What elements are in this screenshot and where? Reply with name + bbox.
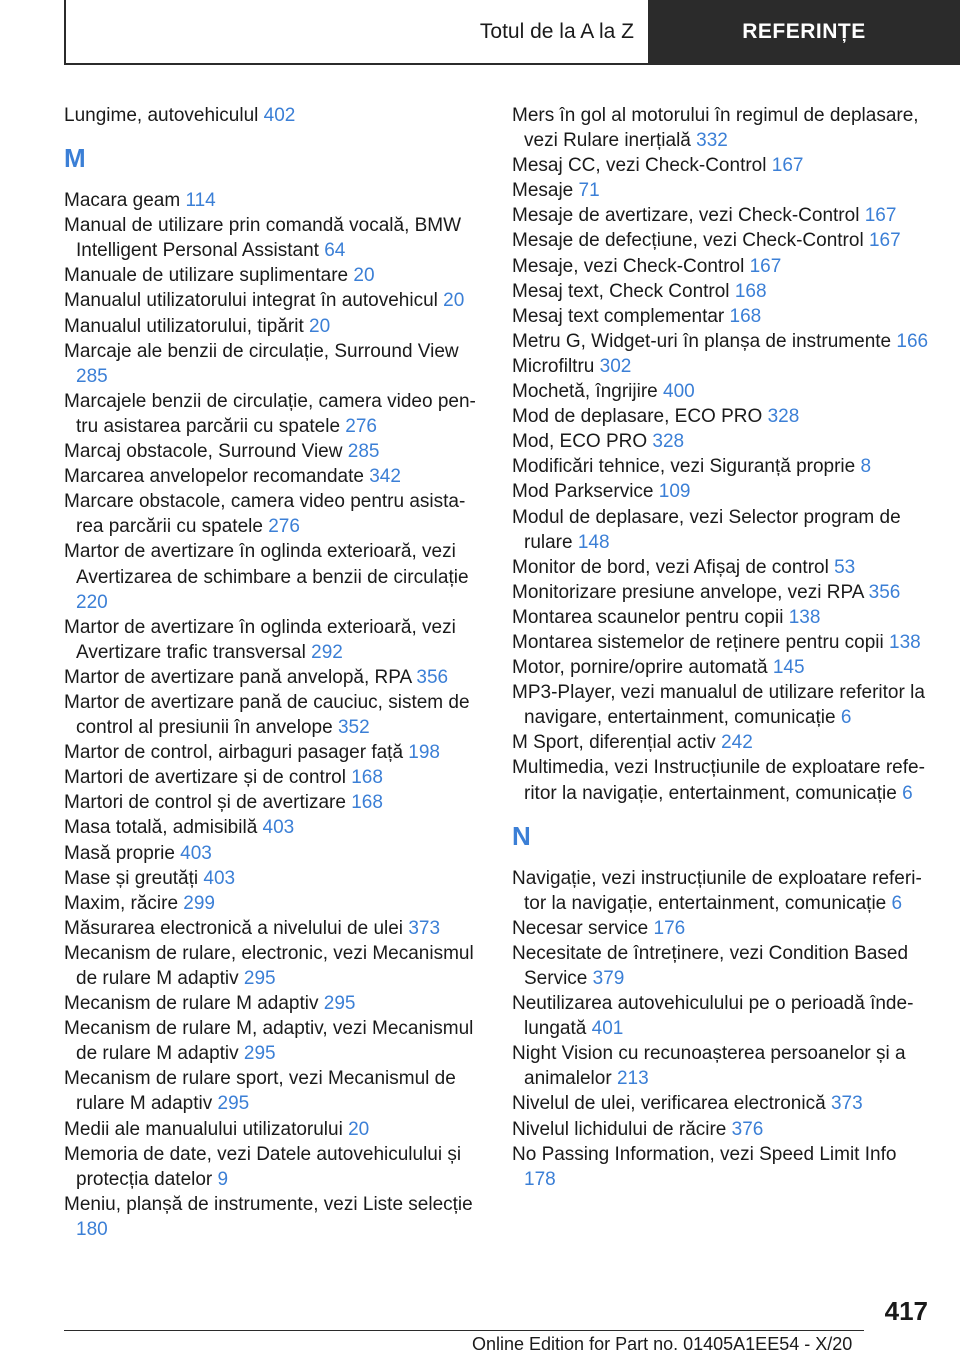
index-entry-text: Mecanism de rulare sport, vezi Mecanismul de rulare M adaptiv [64,1068,456,1115]
index-entry [64,439,484,464]
index-entry [512,605,932,630]
index-page-link[interactable]: 167 [749,255,782,277]
index-page-link[interactable]: 242 [721,732,753,754]
index-entry [512,279,932,304]
index-entry [512,304,932,329]
index-page-link[interactable]: 20 [309,315,331,337]
index-entry-text: Mecanism de rulare M adaptiv [64,993,324,1015]
index-entry [512,254,932,279]
index-entry [64,464,484,489]
index-entry [512,630,932,655]
index-page-link[interactable]: 167 [771,155,804,177]
index-entry-text: Microfiltru [512,355,600,377]
index-entry-text: M Sport, diferențial activ [512,732,722,754]
index-page-link[interactable]: 401 [591,1018,624,1040]
index-entry [512,203,932,228]
index-page-link[interactable]: 168 [729,305,762,327]
index-entry [64,1192,484,1242]
index-entry-text: No Passing Information, vezi Speed Limit Info [512,1143,897,1165]
index-page-link[interactable]: 178 [524,1168,556,1190]
index-entry [512,178,932,203]
index-page-link[interactable]: 403 [180,842,212,864]
index-entry-text: Marcaj obstacole, Surround View [64,441,348,463]
index-entry-text: Mod, ECO PRO [512,431,653,453]
index-entry [512,429,932,454]
index-entry-text: Night Vision cu recunoașterea persoanelor și a animalelor [512,1043,906,1090]
index-entry [64,916,484,941]
index-entry [64,1016,484,1066]
index-entry [512,655,932,680]
index-entry-text: Necesitate de întreținere, vezi Condition Based Service [512,942,909,989]
index-page-link[interactable]: 168 [351,792,383,814]
index-entry-text: Măsurarea electronică a nivelului de ulei [64,917,409,939]
index-page-link[interactable]: 373 [830,1093,863,1115]
index-entry [512,228,932,253]
index-entry-text: Martor de control, airbaguri pasager față [64,742,409,764]
index-entry-text: Metru G, Widget-uri în planșa de instrumente [512,330,897,352]
index-page-link[interactable]: 285 [76,365,108,387]
index-entry [512,866,932,916]
index-page-link[interactable]: 400 [663,381,695,403]
index-entry [512,555,932,580]
index-page-link[interactable]: 295 [323,993,356,1015]
index-page-link[interactable]: 295 [243,968,276,989]
index-page-link[interactable]: 373 [408,917,441,939]
index-page-link[interactable]: 276 [268,516,300,538]
index-page-link[interactable]: 180 [76,1218,108,1240]
index-page-link[interactable]: 9 [217,1168,229,1190]
index-entry-text: MP3-Player, vezi manualul de utilizare referitor la navigare, entertainment, comunicație [512,682,925,729]
index-entry-text: Marcare obstacole, camera video pentru asistarea parcării cu spatele [64,491,466,538]
index-entry [64,815,484,840]
index-entry-text: Macara geam [64,190,186,212]
index-page-link[interactable]: 295 [243,1043,276,1065]
index-entry-text: Marcaje ale benzii de circulație, Surround View [64,340,459,362]
index-entry-text: Montarea scaunelor pentru copii [512,606,789,628]
index-entry [512,730,932,755]
index-page-link[interactable]: 176 [653,917,686,939]
index-page-link[interactable]: 342 [369,466,401,488]
index-entry [64,188,484,213]
index-entry-text: Mesaj text, Check Control [512,280,735,302]
index-column-left [64,103,484,1242]
index-entry-text: Mesaje de avertizare, vezi Check-Control [512,205,865,227]
index-entry [64,389,484,439]
index-entry [64,339,484,389]
index-entry [512,941,932,991]
index-page-link[interactable]: 332 [696,130,728,152]
index-entry [512,379,932,404]
index-entry [64,213,484,263]
index-entry-text: Mesaje, vezi Check-Control [512,255,750,277]
index-entry [512,991,932,1041]
index-entry-text: Neutilizarea autovehiculului pe o perioadă îndelungată [512,993,914,1040]
index-page-link[interactable]: 328 [652,431,685,453]
index-entry-text: Motor, pornire/oprire automată [512,657,773,679]
index-entry [512,454,932,479]
index-page-link[interactable]: 6 [902,782,913,804]
index-page-link[interactable]: 220 [76,591,108,613]
index-page-link[interactable]: 352 [337,717,370,739]
header-section-title: Totul de la A la Z [479,19,634,43]
index-entry [512,1091,932,1116]
index-entry-text: Martor de avertizare pană anvelopă, RPA [64,666,417,688]
index-page-link[interactable]: 168 [734,280,767,302]
index-entry-text: Mecanism de rulare, electronic, vezi Mecanismul de rulare M adaptiv [64,942,474,989]
index-entry-text: Mecanism de rulare M, adaptiv, vezi Mecanismul de rulare M adaptiv [64,1018,474,1065]
index-entry [512,479,932,504]
index-page-link[interactable]: 402 [263,105,296,126]
index-page-link[interactable]: 213 [616,1068,649,1090]
index-page-link[interactable]: 64 [324,240,346,262]
index-entry [512,103,932,153]
index-page-link[interactable]: 20 [348,1118,370,1140]
index-entry-text: Martor de avertizare pană de cauciuc, sistem de control al presiunii în anvelope [64,691,470,739]
index-entry-text: Manualul utilizatorului, tipărit [64,315,310,337]
index-entry-text: Marcarea anvelopelor recomandate [64,466,370,488]
footer-edition [472,1334,852,1355]
index-entry [64,539,484,614]
index-page-link[interactable]: 376 [731,1118,764,1140]
index-entry-text: Modul de deplasare, vezi Selector program de rulare [512,506,901,553]
index-entry [64,740,484,765]
header-chapter-tab: REFERINȚE [648,0,960,63]
index-page-link[interactable]: 302 [599,355,632,377]
index-entry-text: Mesaj CC, vezi Check-Control [512,155,772,177]
index-letter-heading: N [512,820,531,851]
index-entry-text: Mod Parkservice [512,481,659,503]
index-page-link[interactable]: 138 [889,631,921,653]
index-page-link[interactable]: 356 [416,666,449,688]
index-entry-text: Martori de control și de avertizare [64,792,352,814]
index-entry [64,1066,484,1116]
index-entry-text: Mers în gol al motorului în regimul de deplasare, vezi Rulare inerțială [512,105,919,152]
index-page-link[interactable]: 167 [868,230,901,252]
index-entry [512,755,932,805]
index-entry [512,153,932,178]
index-entry-text: Martor de avertizare în oglinda exterioară, vezi Avertizare trafic transversal [64,616,456,663]
index-entry-text: Lungime, autovehiculul [64,105,264,126]
index-entry [64,103,484,128]
index-entry-text: Medii ale manualului utilizatorului [64,1118,349,1140]
index-entry-text: Navigație, vezi instrucțiunile de exploatare referitor la navigație, entertainment, comunicație [512,867,922,914]
index-entry-text: Manual de utilizare prin comandă vocală, BMW Intelligent Personal Assistant [64,215,462,262]
index-page-link[interactable]: 285 [347,441,380,463]
index-entry-text: Multimedia, vezi Instrucțiunile de exploatare referitor la navigație, entertainment, comunicație [512,757,925,804]
index-page-link[interactable]: 6 [891,892,903,914]
index-entry-text: Mase și greutăți [64,867,204,889]
index-page-link[interactable]: 166 [896,330,929,352]
index-page-link[interactable]: 71 [578,180,600,202]
index-page-link[interactable]: 8 [860,456,872,478]
index-entry [512,404,932,429]
index-entry-text: Memoria de date, vezi Datele autovehiculului și protecția datelor [64,1143,462,1190]
index-page-link[interactable]: 138 [788,606,821,628]
index-page-link[interactable]: 295 [217,1093,250,1115]
index-entry-text: Modificări tehnice, vezi Siguranță proprie [512,456,861,478]
index-entry-text: Necesar service [512,917,654,939]
index-page-link[interactable]: 198 [408,742,440,764]
index-entry-text: Montarea sistemelor de reținere pentru copii [512,631,890,653]
index-entry [512,680,932,730]
index-entry [64,991,484,1016]
index-entry [64,765,484,790]
index-entry [512,916,932,941]
index-page-link[interactable]: 276 [345,415,377,437]
index-entry [512,580,932,605]
index-entry-text: Masa totală, admisibilă [64,817,263,839]
index-entry [512,354,932,379]
index-entry [64,941,484,991]
index-entry [64,866,484,891]
index-entry-text: Nivelul de ulei, verificarea electronică [512,1093,831,1115]
index-letter-heading: M [64,143,86,174]
index-entry-text: Monitor de bord, vezi Afișaj de control [512,556,835,578]
index-page-link[interactable]: 403 [262,817,295,839]
footer-edition-text: Online Edition for Part no. 01405A1EE54 - X/20 [472,1334,853,1354]
index-entry [512,1117,932,1142]
index-page-link[interactable]: 328 [767,406,800,428]
index-entry-text: Mochetă, îngrijire [512,381,664,403]
index-entry-text: Mesaje [512,180,579,202]
index-page-link[interactable]: 114 [185,190,216,212]
index-entry-text: Mesaj text complementar [512,305,730,327]
index-entry-text: Marcajele benzii de circulație, camera video pentru asistarea parcării cu spatele [64,390,476,437]
index-page-link[interactable]: 6 [840,707,852,729]
index-entry [512,505,932,555]
index-page-link[interactable]: 20 [443,290,465,312]
index-entry [64,790,484,815]
index-entry [64,314,484,339]
index-entry [64,489,484,539]
index-page-link[interactable]: 20 [353,265,375,287]
index-entry-text: Monitorizare presiune anvelope, vezi RPA [512,581,869,603]
index-page-link[interactable]: 109 [658,481,691,503]
index-entry-text: Meniu, planșă de instrumente, vezi Liste selecție [64,1193,473,1215]
index-entry-text: Maxim, răcire [64,892,184,914]
index-page-link[interactable]: 299 [183,892,215,914]
index-column-right [512,103,932,1192]
page-number: 417 [884,1296,928,1326]
index-page-link[interactable]: 53 [834,556,856,578]
index-page-link[interactable]: 292 [311,641,343,663]
index-page-link[interactable]: 379 [592,968,625,989]
index-entry-text: Mod de deplasare, ECO PRO [512,406,768,428]
index-page-link[interactable]: 356 [868,581,901,603]
index-entry [64,615,484,665]
index-entry-text: Manualul utilizatorului integrat în autovehicul [64,290,444,312]
index-entry-text: Martor de avertizare în oglinda exterioară, vezi Avertizarea de schimbare a benzii de circulație [64,541,469,588]
index-entry-text: Martori de avertizare și de control [64,767,352,789]
index-entry [64,841,484,866]
index-entry [512,1142,932,1192]
index-entry [64,288,484,313]
index-entry-text: Manuale de utilizare suplimentare [64,265,354,287]
index-entry [64,263,484,288]
index-entry-text: Mesaje de defecțiune, vezi Check-Control [512,230,869,252]
footer-rule [64,1330,864,1331]
index-entry [64,1117,484,1142]
index-entry [512,1041,932,1091]
header-rule [64,63,960,65]
index-entry-text: Nivelul lichidului de răcire [512,1118,732,1140]
index-entry [64,665,484,690]
index-entry [64,1142,484,1192]
index-page-link[interactable]: 145 [772,657,805,679]
index-entry [64,690,484,740]
index-page-link[interactable]: 403 [203,867,236,889]
index-page-link[interactable]: 167 [864,205,897,227]
index-entry [512,329,932,354]
index-entry [64,891,484,916]
index-page-link[interactable]: 148 [577,531,610,553]
index-page-link[interactable]: 168 [351,767,383,789]
index-entry-text: Masă proprie [64,842,181,864]
